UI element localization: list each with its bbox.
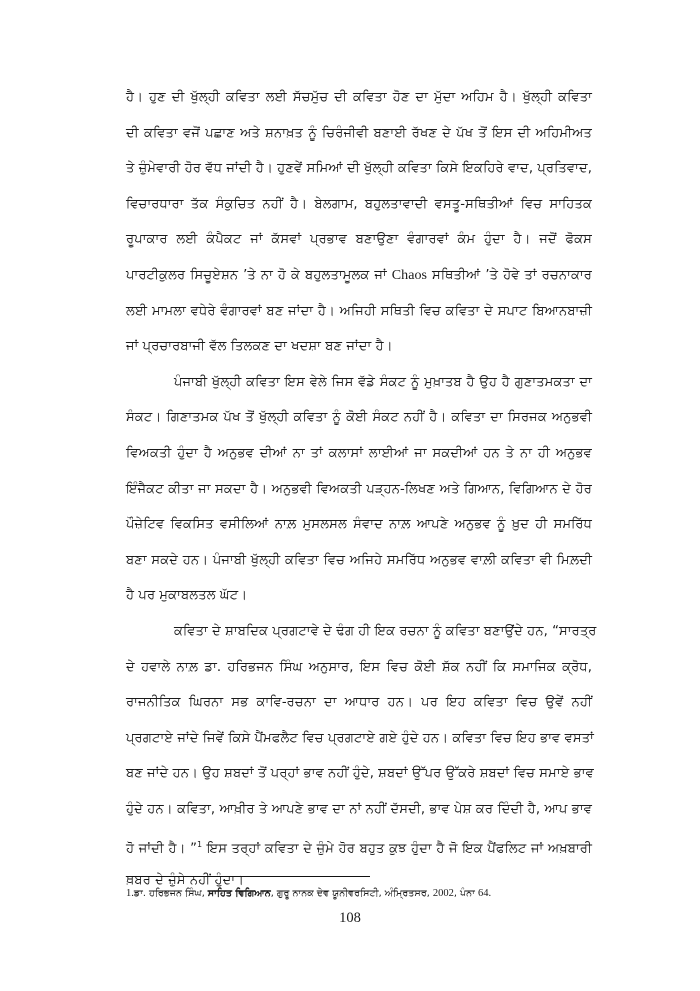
text-segment: ਪਾਰਟੀਕੁਲਰ ਸਿਚੂਏਸ਼ਨ ’ਤੇ ਨਾ ਹੋ ਕੇ ਬਹੁਲਤਾਮੂਲਕ ਜਾਂ [126,267,392,283]
text-line: ਲਈ ਮਾਮਲਾ ਵਧੇਰੇ ਵੰਗਾਰਵਾਂ ਬਣ ਜਾਂਦਾ ਹੈ। ਅਜਿਹੀ ਸਥਿਤੀ ਵਿਚ ਕਵਿਤਾ ਦੇ ਸਪਾਟ ਬਿਆਨਬਾਜ਼ੀ [126,303,592,319]
text-line: ਪੰਜਾਬੀ ਖੁੱਲ੍ਹੀ ਕਵਿਤਾ ਇਸ ਵੇਲੇ ਜਿਸ ਵੱਡੇ ਸੰਕਟ ਨੂੰ ਮੁਖ਼ਾਤਬ ਹੈ ਉਹ ਹੈ ਗੁਣਾਤਮਕਤਾ ਦਾ [174,374,592,390]
footnote-reference[interactable]: 1 [197,840,203,850]
text-line: ਰਾਜਨੀਤਿਕ ਘਿਰਨਾ ਸਭ ਕਾਵਿ-ਰਚਨਾ ਦਾ ਆਧਾਰ ਹਨ। ਪਰ ਇਹ ਕਵਿਤਾ ਵਿਚ ਉਵੇਂ ਨਹੀਂ [126,695,592,711]
text-line: ਕਵਿਤਾ ਦੇ ਸ਼ਾਬਦਿਕ ਪ੍ਰਗਟਾਵੇ ਦੇ ਢੰਗ ਹੀ ਇਕ ਰਚਨਾ ਨੂੰ ਕਵਿਤਾ ਬਣਾਉਂਦੇ ਹਨ, “ਸਾਰਤ੍ਰ [174,623,597,639]
page-number: 108 [339,910,361,926]
text-line: ਪ੍ਰਗਟਾਏ ਜਾਂਦੇ ਜਿਵੇਂ ਕਿਸੇ ਪੈਂਮਫਲੈਟ ਵਿਚ ਪ੍ਰਗਟਾਏ ਗਏ ਹੁੰਦੇ ਹਨ। ਕਵਿਤਾ ਵਿਚ ਇਹ ਭਾਵ ਵਸਤਾਂ [126,730,594,746]
text-line-with-footnote-ref [126,833,592,869]
footnote-year: 2002 [432,888,454,899]
text-line: ਬਣਾ ਸਕਦੇ ਹਨ। ਪੰਜਾਬੀ ਖੁੱਲ੍ਹੀ ਕਵਿਤਾ ਵਿਚ ਅਜਿਹੇ ਸਮਰਿੱਧ ਅਨੁਭਵ ਵਾਲ਼ੀ ਕਵਿਤਾ ਵੀ ਮਿਲ਼ਦੀ [126,552,592,568]
paragraph-1 [126,86,592,371]
text-line: ਦੇ ਹਵਾਲੇ ਨਾਲ਼ ਡਾ. ਹਰਿਭਜਨ ਸਿੰਘ ਅਨੁਸਾਰ, ਇਸ ਵਿਚ ਕੋਈ ਸ਼ੱਕ ਨਹੀਂ ਕਿ ਸਮਾਜਿਕ ਕ੍ਰੋਧ, [126,659,592,675]
text-line: ਹੈ ਪਰ ਮੁਕਾਬਲਤਲ ਘੱਟ। [126,588,248,604]
latin-word: Chaos [391,267,428,283]
footnote-number: 1. [126,888,134,899]
text-line: ਦੀ ਕਵਿਤਾ ਵਜੋਂ ਪਛਾਣ ਅਤੇ ਸ਼ਨਾਖ਼ਤ ਨੂੰ ਚਿਰੰਜੀਵੀ ਬਣਾਈ ਰੱਖਣ ਦੇ ਪੱਖ ਤੋਂ ਇਸ ਦੀ ਅਹਿਮੀਅਤ [126,125,592,141]
text-line: ਵਿਚਾਰਧਾਰਾ ਤੱਕ ਸੰਕੁਚਿਤ ਨਹੀਂ ਹੈ। ਬੇਲਗਾਮ, ਬਹੁਲਤਾਵਾਦੀ ਵਸਤੂ-ਸਥਿਤੀਆਂ ਵਿਚ ਸਾਹਿਤਕ [126,196,592,212]
footnote-author: ਡਾ. ਹਰਿਭਜਨ ਸਿੰਘ, [133,888,208,899]
footnote-page-label: , ਪੰਨਾ [453,888,478,899]
footnote-title: ਸਾਹਿਤ ਵਿਗਿਆਨ [207,888,271,899]
body-text [126,86,597,905]
text-line: ਤੇ ਜ਼ੁੰਮੇਵਾਰੀ ਹੋਰ ਵੱਧ ਜਾਂਦੀ ਹੈ। ਹੁਣਵੇਂ ਸਮਿਆਂ ਦੀ ਖੁੱਲ੍ਹੀ ਕਵਿਤਾ ਕਿਸੇ ਇਕਹਿਰੇ ਵਾਦ, ਪ੍ਰਤਿਵਾਦ, [126,161,592,177]
footnote-separator [126,876,370,877]
text-line: ਬਣ ਜਾਂਦੇ ਹਨ। ਉਹ ਸ਼ਬਦਾਂ ਤੋਂ ਪਰ੍ਹਾਂ ਭਾਵ ਨਹੀਂ ਹੁੰਦੇ, ਸ਼ਬਦਾਂ ਉੱਪਰ ਉੱਕਰੇ ਸ਼ਬਦਾਂ ਵਿਚ ਸਮਾਏ ਭਾਵ [126,766,594,782]
text-line: ਵਿਅਕਤੀ ਹੁੰਦਾ ਹੈ ਅਨੁਭਵ ਦੀਆਂ ਨਾ ਤਾਂ ਕਲਾਸਾਂ ਲਾਈਆਂ ਜਾ ਸਕਦੀਆਂ ਹਨ ਤੇ ਨਾ ਹੀ ਅਨੁਭਵ [126,445,592,461]
paragraph-3 [126,620,597,905]
text-line: ਖ਼ਬਰ ਦੇ ਜ਼ੁੰਮੇ ਨਹੀਂ ਹੁੰਦਾ। [126,873,245,889]
text-line: ਰੂਪਾਕਾਰ ਲਈ ਕੰਪੈਕਟ ਜਾਂ ਕੱਸਵਾਂ ਪ੍ਰਭਾਵ ਬਣਾਉਣਾ ਵੰਗਾਰਵਾਂ ਕੰਮ ਹੁੰਦਾ ਹੈ। ਜਦੋਂ ਫੋਕਸ [126,232,592,248]
text-segment: ਸਥਿਤੀਆਂ ’ਤੇ ਹੋਵੇ ਤਾਂ ਰਚਨਾਕਾਰ [427,267,592,283]
text-line-with-latin [126,264,592,300]
text-line: ਪੌਜ਼ੇਟਿਵ ਵਿਕਸਿਤ ਵਸੀਲਿਆਂ ਨਾਲ਼ ਮੁਸਲਸਲ ਸੰਵਾਦ ਨਾਲ਼ ਆਪਣੇ ਅਨੁਭਵ ਨੂੰ ਖ਼ੁਦ ਹੀ ਸਮਰਿੱਧ [126,517,592,533]
text-line: ਜਾਂ ਪ੍ਰਚਾਰਬਾਜੀ ਵੱਲ ਤਿਲਕਣ ਦਾ ਖਦਸ਼ਾ ਬਣ ਜਾਂਦਾ ਹੈ। [126,339,393,355]
paragraph-2 [126,371,592,620]
text-line: ਹੈ। ਹੁਣ ਦੀ ਖੁੱਲ੍ਹੀ ਕਵਿਤਾ ਲਈ ਸੱਚਮੁੱਚ ਦੀ ਕਵਿਤਾ ਹੋਣ ਦਾ ਮੁੱਦਾ ਅਹਿਮ ਹੈ। ਖੁੱਲ੍ਹੀ ਕਵਿਤਾ [126,90,592,105]
quote-end-text: ਹੋ ਜਾਂਦੀ ਹੈ। ” [126,841,198,857]
footnote-page: 64. [477,888,492,899]
quote-continuation-text: ਇਸ ਤਰ੍ਹਾਂ ਕਵਿਤਾ ਦੇ ਜ਼ੁੰਮੇ ਹੋਰ ਬਹੁਤ ਕੁਝ ਹੁੰਦਾ ਹੈ ਜੋ ਇਕ ਪੈਂਫਲਿਟ ਜਾਂ ਅਖ਼ਬਾਰੀ [206,841,593,857]
text-line: ਇੰਜੈਕਟ ਕੀਤਾ ਜਾ ਸਕਦਾ ਹੈ। ਅਨੁਭਵੀ ਵਿਅਕਤੀ ਪੜ੍ਹਨ-ਲਿਖਣ ਅਤੇ ਗਿਆਨ, ਵਿਗਿਆਨ ਦੇ ਹੋਰ [126,481,592,497]
text-line: ਹੁੰਦੇ ਹਨ। ਕਵਿਤਾ, ਆਖ਼ੀਰ ਤੇ ਆਪਣੇ ਭਾਵ ਦਾ ਨਾਂ ਨਹੀਂ ਦੱਸਦੀ, ਭਾਵ ਪੇਸ਼ ਕਰ ਦਿੰਦੀ ਹੈ, ਆਪ ਭਾਵ [126,801,592,817]
footnote-publisher: , ਗੁਰੂ ਨਾਨਕ ਦੇਵ ਯੂਨੀਵਰਸਿਟੀ, ਅੰਮ੍ਰਿਤਸਰ, [270,888,433,899]
text-line: ਸੰਕਟ। ਗਿਣਾਤਮਕ ਪੱਖ ਤੋਂ ਖੁੱਲ੍ਹੀ ਕਵਿਤਾ ਨੂੰ ਕੋਈ ਸੰਕਟ ਨਹੀਂ ਹੈ। ਕਵਿਤਾ ਦਾ ਸਿਰਜਕ ਅਨੁਭਵੀ [126,410,592,426]
footnote [126,887,491,901]
